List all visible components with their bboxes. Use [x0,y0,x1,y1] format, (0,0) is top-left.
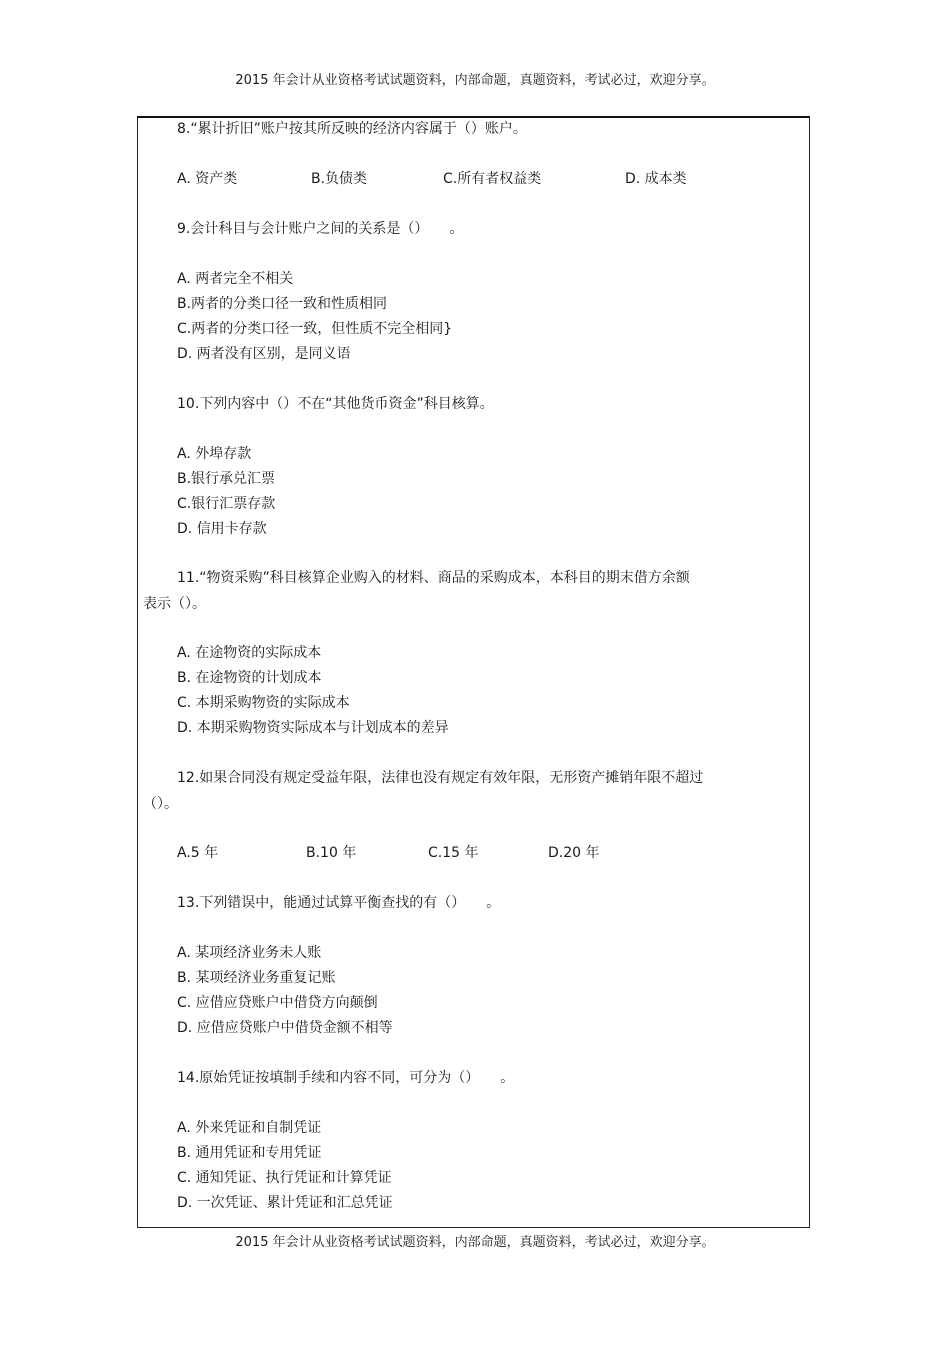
page-footer: 2015 年会计从业资格考试试题资料，内部命题，真题资料，考试必过，欢迎分享。 [235,1235,715,1250]
q8-option-c: C.所有者权益类 [443,171,542,187]
q14-option-c: C. 通知凭证、执行凭证和计算凭证 [177,1170,392,1186]
q13-option-d: D. 应借应贷账户中借贷金额不相等 [177,1020,393,1036]
q11-option-d: D. 本期采购物资实际成本与计划成本的差异 [177,720,449,736]
question-10: 10.下列内容中（）不在“其他货币资金”科目核算。 [177,396,494,412]
q11-option-c: C. 本期采购物资的实际成本 [177,695,350,711]
question-13: 13.下列错误中，能通过试算平衡查找的有（） 。 [177,895,501,911]
q13-option-a: A. 某项经济业务未人账 [177,945,322,961]
q12-option-c: C.15 年 [428,845,479,861]
q12-option-a: A.5 年 [177,845,219,861]
q12-option-d: D.20 年 [548,845,600,861]
q8-option-a: A. 资产类 [177,171,238,187]
q13-option-b: B. 某项经济业务重复记账 [177,970,336,986]
q14-option-a: A. 外来凭证和自制凭证 [177,1120,322,1136]
q9-option-c: C.两者的分类口径一致，但性质不完全相同} [177,321,453,337]
q12-option-b: B.10 年 [306,845,357,861]
q10-option-c: C.银行汇票存款 [177,496,276,512]
q11-option-b: B. 在途物资的计划成本 [177,670,322,686]
question-14: 14.原始凭证按填制手续和内容不同，可分为（） 。 [177,1070,515,1086]
q14-option-d: D. 一次凭证、累计凭证和汇总凭证 [177,1195,393,1211]
question-9: 9.会计科目与会计账户之间的关系是（） 。 [177,221,464,237]
q9-option-d: D. 两者没有区别，是同义语 [177,346,351,362]
q9-option-a: A. 两者完全不相关 [177,271,294,287]
question-11-line1: 11.“物资采购”科目核算企业购入的材料、商品的采购成本，本科目的期末借方余额 [177,570,690,586]
question-11-line2: 表示（）。 [143,596,206,612]
q10-option-d: D. 信用卡存款 [177,521,267,537]
page-header: 2015 年会计从业资格考试试题资料，内部命题，真题资料，考试必过，欢迎分享。 [235,73,715,88]
question-8: 8.“累计折旧”账户按其所反映的经济内容属于（）账户。 [177,121,527,137]
q14-option-b: B. 通用凭证和专用凭证 [177,1145,322,1161]
q10-option-b: B.银行承兑汇票 [177,471,276,487]
q10-option-a: A. 外埠存款 [177,446,252,462]
q8-option-d: D. 成本类 [625,171,687,187]
q8-option-b: B.负债类 [311,171,368,187]
q13-option-c: C. 应借应贷账户中借贷方向颠倒 [177,995,378,1011]
q11-option-a: A. 在途物资的实际成本 [177,645,322,661]
question-12-line1: 12.如果合同没有规定受益年限，法律也没有规定有效年限，无形资产摊销年限不超过 [177,770,704,786]
question-12-line2: （）。 [143,796,178,812]
q9-option-b: B.两者的分类口径一致和性质相同 [177,296,388,312]
